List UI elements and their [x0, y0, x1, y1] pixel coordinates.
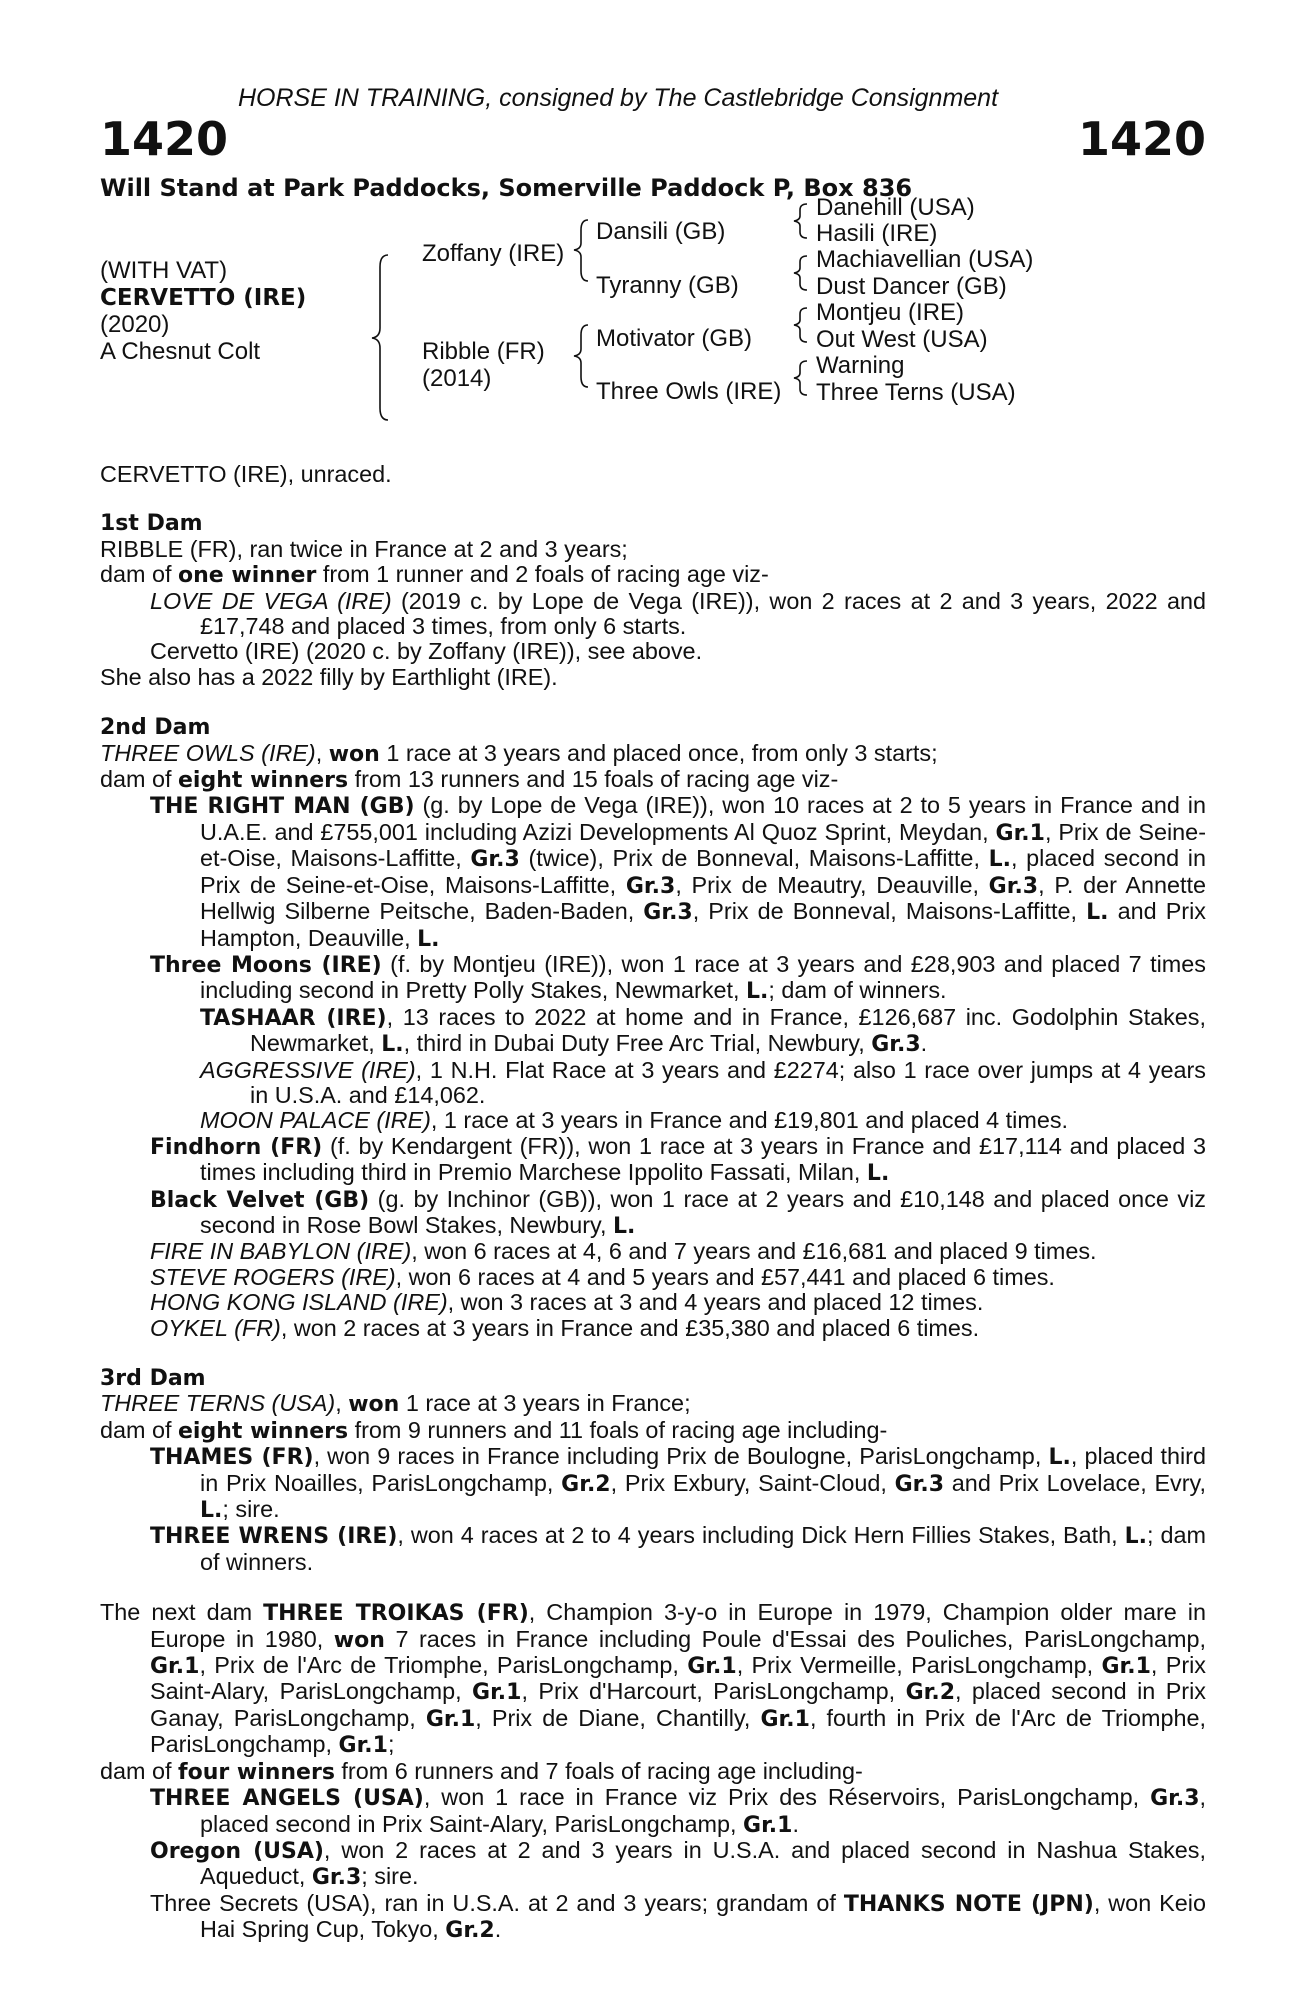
second-dam-entry-6: STEVE ROGERS (IRE), won 6 races at 4 and 5 years and £57,441 and placed 6 times.: [150, 1263, 1055, 1290]
next-dam-entry-3: Three Secrets (USA), ran in U.S.A. at 2 and 3 years; grandam of THANKS NOTE (JPN), won Keio Hai Spring Cup, Tokyo, Gr.2.: [150, 1889, 1206, 1944]
grandparent-6: Out West (USA): [816, 326, 988, 353]
first-dam-entry-1: LOVE DE VEGA (IRE) (2019 c. by Lope de Vega (IRE)), won 2 races at 2 and 3 years, 2022 and £17,748 and placed 3 times, from only 6 starts.: [150, 587, 1206, 640]
pedigree-notes: [100, 462, 1206, 1944]
second-dam-entry-2c: MOON PALACE (IRE), 1 race at 3 years in France and £19,801 and placed 4 times.: [200, 1107, 1069, 1134]
second-dam-heading: 2nd Dam: [100, 715, 211, 741]
first-dam-entry-2: Cervetto (IRE) (2020 c. by Zoffany (IRE)), see above.: [150, 638, 703, 665]
third-dam-line: THREE TERNS (USA), won 1 race at 3 years in France;: [100, 1390, 691, 1418]
second-dam-entry-3: Findhorn (FR) (f. by Kendargent (FR)), won 1 race at 3 years in France and £17,114 and placed 3 times including third in Premio Marchese Ippolito Fassati, Milan, L.: [150, 1132, 1206, 1187]
consignment-line: HORSE IN TRAINING, consigned by The Castlebridge Consignment: [238, 84, 999, 112]
second-dam-entry-8: OYKEL (FR), won 2 races at 3 years in France and £35,380 and placed 6 times.: [150, 1314, 980, 1341]
second-dam-entry-2a: TASHAAR (IRE), 13 races to 2022 at home and in France, £126,687 inc. Godolphin Stakes, Newmarket, L., third in Dubai Duty Free Arc Trial, Newbury, Gr.3.: [200, 1003, 1206, 1058]
grandparent-3: Machiavellian (USA): [816, 246, 1034, 273]
pedigree-table: [100, 194, 1206, 425]
dam-year: (2014): [422, 365, 492, 392]
horse-year: (2020): [100, 311, 170, 338]
second-dam-produce-line: dam of eight winners from 13 runners and 15 foals of racing age viz-: [100, 766, 839, 794]
next-dam-produce-line: dam of four winners from 6 runners and 7 foals of racing age including-: [100, 1757, 863, 1785]
sire-dam: Tyranny (GB): [596, 272, 739, 299]
first-dam-line: RIBBLE (FR), ran twice in France at 2 and 3 years;: [100, 535, 628, 562]
grandparent-2: Hasili (IRE): [816, 220, 938, 247]
grandparent-5: Montjeu (IRE): [816, 299, 965, 326]
next-dam-paragraph: The next dam THREE TROIKAS (FR), Champion 3-y-o in Europe in 1979, Champion older mare in Europe in 1980, won 7 races in France including Poule d'Essai des Pouliches, ParisLongchamp, Gr.1, Prix de l'Arc de Triomphe, ParisLongchamp, Gr.1, Prix Vermeille, ParisLongchamp, Gr.1, Prix Saint-Alary, ParisLongchamp, Gr.1, Prix d'Harcourt, ParisLongchamp, Gr.2, placed second in Prix Ganay, ParisLongchamp, Gr.1, Prix de Diane, Chantilly, Gr.1, fourth in Prix de l'Arc de Triomphe, ParisLongchamp, Gr.1;: [100, 1599, 1207, 1759]
first-dam-produce-line: dam of one winner from 1 runner and 2 foals of racing age viz-: [100, 561, 769, 589]
dam-name: Ribble (FR): [422, 338, 545, 365]
third-dam-produce-line: dam of eight winners from 9 runners and 11 foals of racing age including-: [100, 1416, 888, 1444]
lot-number-right: 1420: [1077, 112, 1206, 166]
horse-name: CERVETTO (IRE): [100, 285, 307, 311]
sire-sire: Dansili (GB): [596, 218, 726, 245]
second-dam-entry-2b: AGGRESSIVE (IRE), 1 N.H. Flat Race at 3 years and £2274; also 1 race over jumps at 4 years in U.S.A. and £14,062.: [200, 1056, 1206, 1108]
grandparent-4: Dust Dancer (GB): [816, 273, 1007, 300]
second-dam-entry-4: Black Velvet (GB) (g. by Inchinor (GB)), won 1 race at 2 years and £10,148 and placed once viz second in Rose Bowl Stakes, Newbury, L.: [150, 1185, 1206, 1239]
second-dam-entry-2: Three Moons (IRE) (f. by Montjeu (IRE)), won 1 race at 3 years and £28,903 and placed 7 times including second in Pretty Polly Stakes, Newmarket, L.; dam of winners.: [150, 950, 1206, 1005]
first-dam-note: She also has a 2022 filly by Earthlight (IRE).: [100, 663, 558, 690]
grandparent-7: Warning: [816, 352, 905, 379]
third-dam-heading: 3rd Dam: [100, 1366, 206, 1391]
third-dam-entry-2: THREE WRENS (IRE), won 4 races at 2 to 4 years including Dick Hern Fillies Stakes, Bath, L.; dam of winners.: [150, 1522, 1206, 1575]
third-dam-entry-1: THAMES (FR), won 9 races in France including Prix de Boulogne, ParisLongchamp, L., placed third in Prix Noailles, ParisLongchamp, Gr.2, Prix Exbury, Saint-Cloud, Gr.3 and Prix Lovelace, Evry, L.; sire.: [150, 1443, 1206, 1524]
grandparent-1: Danehill (USA): [816, 194, 975, 221]
first-dam-heading: 1st Dam: [100, 511, 203, 537]
sire-name: Zoffany (IRE): [422, 240, 565, 267]
stand-location: Will Stand at Park Paddocks, Somerville Paddock P, Box 836: [100, 174, 913, 202]
next-dam-entry-1: THREE ANGELS (USA), won 1 race in France viz Prix des Réservoirs, ParisLongchamp, Gr.3, placed second in Prix Saint-Alary, ParisLongchamp, Gr.1.: [150, 1784, 1206, 1838]
unraced-line: CERVETTO (IRE), unraced.: [100, 461, 392, 487]
horse-description: A Chesnut Colt: [100, 338, 261, 365]
dam-dam: Three Owls (IRE): [596, 378, 782, 405]
dam-sire: Motivator (GB): [596, 325, 753, 352]
second-dam-line: THREE OWLS (IRE), won 1 race at 3 years and placed once, from only 3 starts;: [100, 739, 938, 767]
grandparent-8: Three Terns (USA): [816, 379, 1016, 406]
second-dam-entry-7: HONG KONG ISLAND (IRE), won 3 races at 3 and 4 years and placed 12 times.: [150, 1289, 984, 1316]
second-dam-entry-1: THE RIGHT MAN (GB) (g. by Lope de Vega (IRE)), won 10 races at 2 to 5 years in France and in U.A.E. and £755,001 including Azizi Developments Al Quoz Sprint, Meydan, Gr.1, Prix de Seine-et-Oise, Maisons-Laffitte, Gr.3 (twice), Prix de Bonneval, Maisons-Laffitte, L., placed second in Prix de Seine-et-Oise, Maisons-Laffitte, Gr.3, Prix de Meautry, Deauville, Gr.3, P. der Annette Hellwig Silberne Peitsche, Baden-Baden, Gr.3, Prix de Bonneval, Maisons-Laffitte, L. and Prix Hampton, Deauville, L.: [150, 792, 1206, 952]
lot-number-left: 1420: [100, 112, 229, 166]
next-dam-entry-2: Oregon (USA), won 2 races at 2 and 3 years in U.S.A. and placed second in Nashua Stakes, Aqueduct, Gr.3; sire.: [150, 1836, 1206, 1891]
second-dam-entry-5: FIRE IN BABYLON (IRE), won 6 races at 4, 6 and 7 years and £16,681 and placed 9 times.: [150, 1238, 1097, 1265]
vat-note: (WITH VAT): [100, 257, 228, 284]
